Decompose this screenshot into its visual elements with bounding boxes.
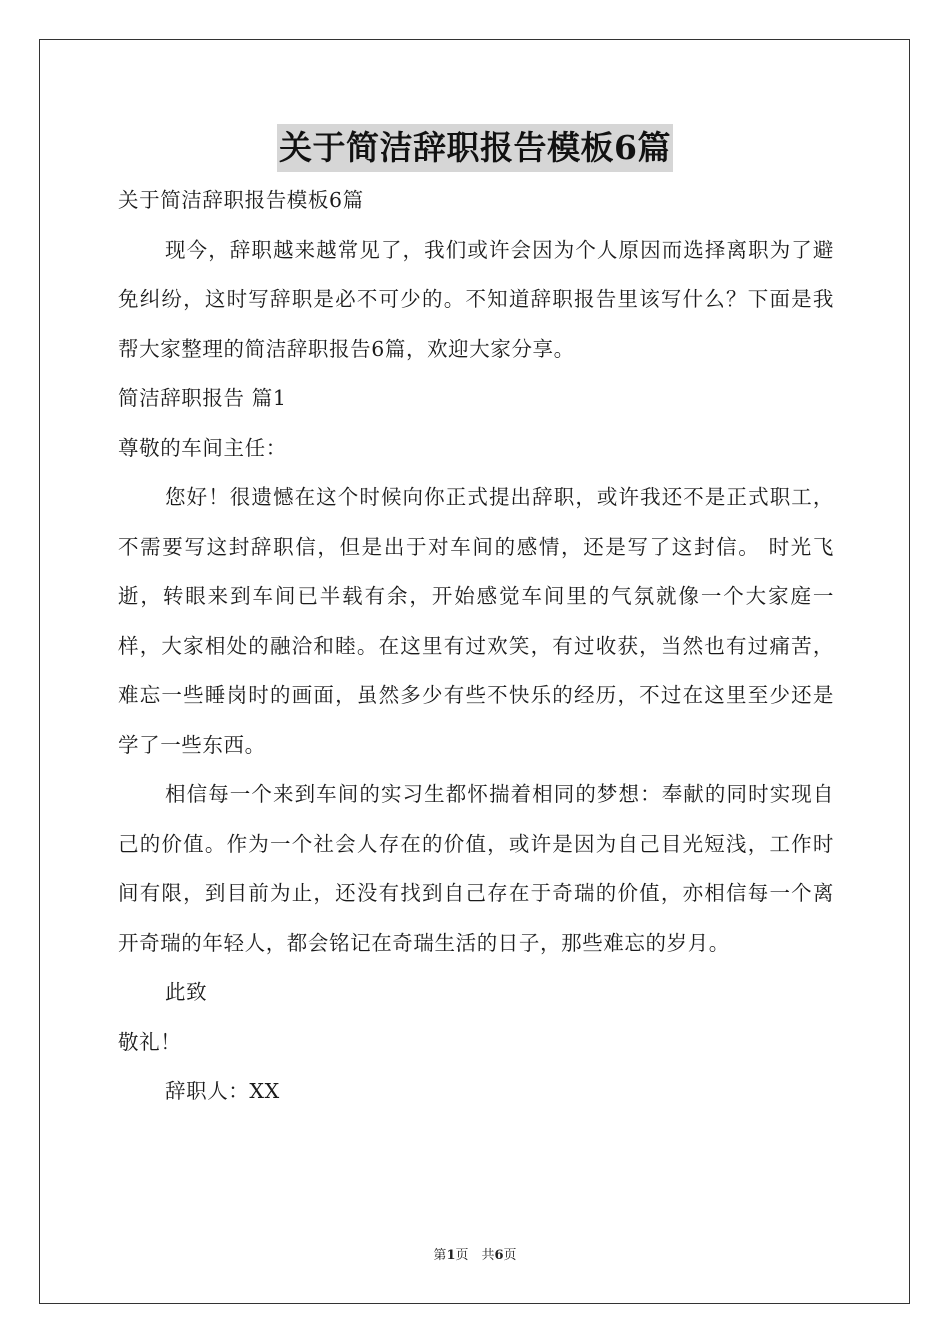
footer-page-total: 6 — [494, 1248, 504, 1263]
document-body — [118, 176, 834, 1117]
intro-paragraph: 现今，辞职越来越常见了，我们或许会因为个人原因而选择离职为了避免纠纷，这时写辞职是必不可少的。不知道辞职报告里该写什么？下面是我帮大家整理的简洁辞职报告6篇，欢迎大家分享。 — [118, 237, 834, 361]
closing-line-2: 敬礼！ — [118, 1029, 182, 1054]
title-container — [0, 124, 950, 172]
salutation: 尊敬的车间主任： — [118, 435, 287, 460]
document-subtitle: 关于简洁辞职报告模板6篇 — [118, 188, 364, 212]
body-paragraph-1: 您好！很遗憾在这个时候向你正式提出辞职，或许我还不是正式职工，不需要写这封辞职信，但是出于对车间的感情，还是写了这封信。 时光飞逝，转眼来到车间已半载有余，开始感觉车间里的气氛就像一个大家庭一样，大家相处的融洽和睦。在这里有过欢笑，有过收获，当然也有过痛苦，难忘一些睡岗时的画面，虽然多少有些不快乐的经历，不过在这里至少还是学了一些东西。 — [118, 485, 834, 757]
footer-page-mid: 页 共 — [455, 1248, 495, 1263]
signature: 辞职人：XX — [165, 1079, 280, 1103]
footer-page-suffix: 页 — [503, 1248, 517, 1263]
body-paragraph-2: 相信每一个来到车间的实习生都怀揣着相同的梦想：奉献的同时实现自己的价值。作为一个社会人存在的价值，或许是因为自己目光短浅，工作时间有限，到目前为止，还没有找到自己存在于奇瑞的价值，亦相信每一个离开奇瑞的年轻人，都会铭记在奇瑞生活的日子，那些难忘的岁月。 — [118, 782, 834, 955]
document-title: 关于简洁辞职报告模板6篇 — [277, 124, 673, 172]
footer-page-current: 1 — [446, 1248, 456, 1263]
section-heading: 简洁辞职报告 篇1 — [118, 386, 287, 410]
page-footer — [0, 1244, 950, 1263]
closing-line-1: 此致 — [165, 980, 208, 1004]
footer-page-prefix: 第 — [433, 1248, 447, 1263]
